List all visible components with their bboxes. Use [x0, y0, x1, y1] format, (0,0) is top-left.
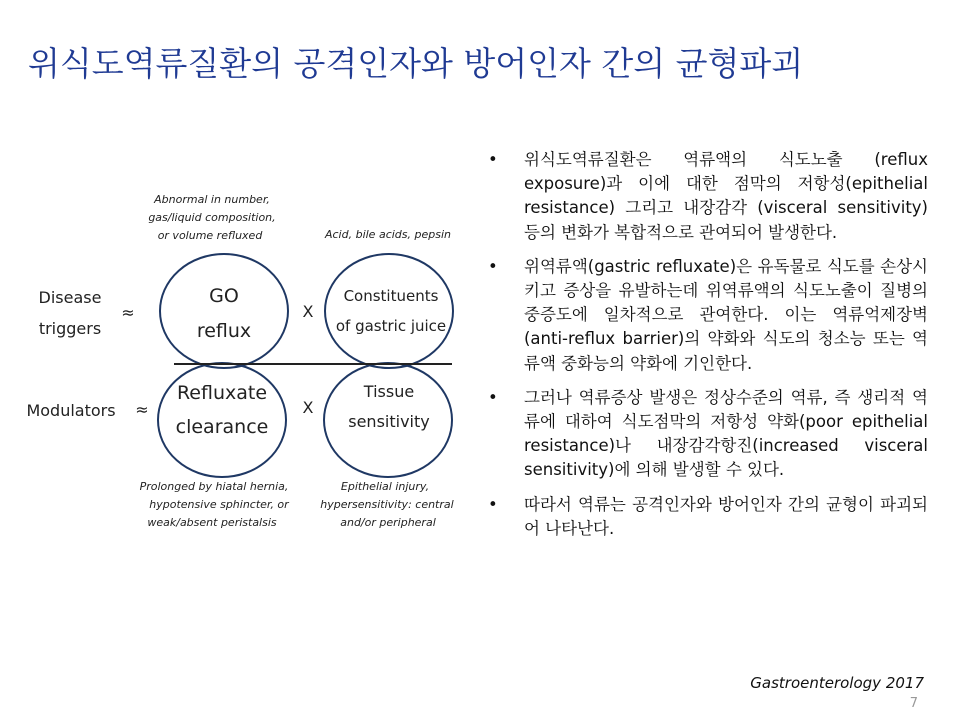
note-top-left: or volume refluxed [157, 229, 263, 242]
times-symbol: X [302, 302, 314, 321]
bullet-marker: • [488, 494, 498, 514]
label-modulators: Modulators [26, 401, 116, 420]
note-top-right: Acid, bile acids, pepsin [324, 228, 452, 241]
note-bottom-right: hypersensitivity: central [320, 498, 454, 511]
bullet-text: 그러나 역류증상 발생은 정상수준의 역류, 즉 생리적 역류에 대하여 식도점막의 저항성 약화(poor epithelial resistance)나 내장감각항진(increased visceral sensitivity)에 의해 발생할 수 있다. [524, 387, 928, 480]
note-bottom-right: Epithelial injury, [340, 480, 430, 493]
bullet-item [488, 386, 928, 483]
note-top-left: Abnormal in number, [154, 193, 270, 206]
circle-text: sensitivity [348, 412, 430, 431]
circle-text: GO [209, 285, 239, 307]
page-number: 7 [909, 696, 918, 711]
circle-text: reflux [196, 320, 252, 342]
circle-constituents [325, 254, 453, 368]
bullet-marker: • [488, 150, 498, 169]
bullet-text: 위식도역류질환은 역류액의 식도노출 (reflux exposure)과 이에 대한 점막의 저항성(epithelial resistance) 그리고 내장감각 (visceral sensitivity) 등의 변화가 복합적으로 관여되어 발생한다. [524, 150, 928, 242]
label-disease-triggers: Disease [38, 288, 102, 307]
reflux-balance-diagram [0, 180, 470, 530]
note-bottom-left: Prolonged by hiatal hernia, [139, 480, 289, 493]
times-symbol: X [302, 398, 314, 417]
circle-text: Refluxate [176, 382, 268, 404]
circle-text: of gastric juice [335, 317, 447, 335]
note-bottom-left: hypotensive sphincter, or [149, 498, 289, 511]
note-top-left: gas/liquid composition, [148, 211, 276, 224]
note-bottom-left: weak/absent peristalsis [147, 516, 277, 529]
bullet-item [488, 148, 928, 245]
bullet-marker: • [488, 256, 498, 276]
bullet-marker: • [488, 387, 498, 407]
reference-citation: Gastroenterology 2017 [750, 674, 924, 692]
approx-symbol: ≈ [135, 400, 149, 419]
bullet-text: 따라서 역류는 공격인자와 방어인자 간의 균형이 파괴되어 나타난다. [524, 494, 928, 538]
bullet-item [488, 493, 928, 541]
bullet-list [488, 148, 928, 551]
bullet-item [488, 255, 928, 376]
circle-go-reflux [160, 254, 288, 368]
bullet-text: 위역류액(gastric refluxate)은 유독물로 식도를 손상시키고 증상을 유발하는데 위역류액의 식도노출이 질병의 중증도에 일차적으로 관여한다. 이는 역류억제장벽(anti-reflux barrier)의 약화와 식도의 청소능 또는 역류액 중화능의 약화에 기인한다. [524, 256, 928, 373]
circle-text: Tissue [363, 382, 415, 401]
circle-text: Constituents [343, 287, 439, 305]
approx-symbol: ≈ [121, 303, 135, 322]
note-bottom-right: and/or peripheral [340, 516, 436, 529]
circle-text: clearance [175, 416, 269, 438]
page-title: 위식도역류질환의 공격인자와 방어인자 간의 균형파괴 [28, 44, 804, 83]
label-disease-triggers: triggers [38, 319, 102, 338]
